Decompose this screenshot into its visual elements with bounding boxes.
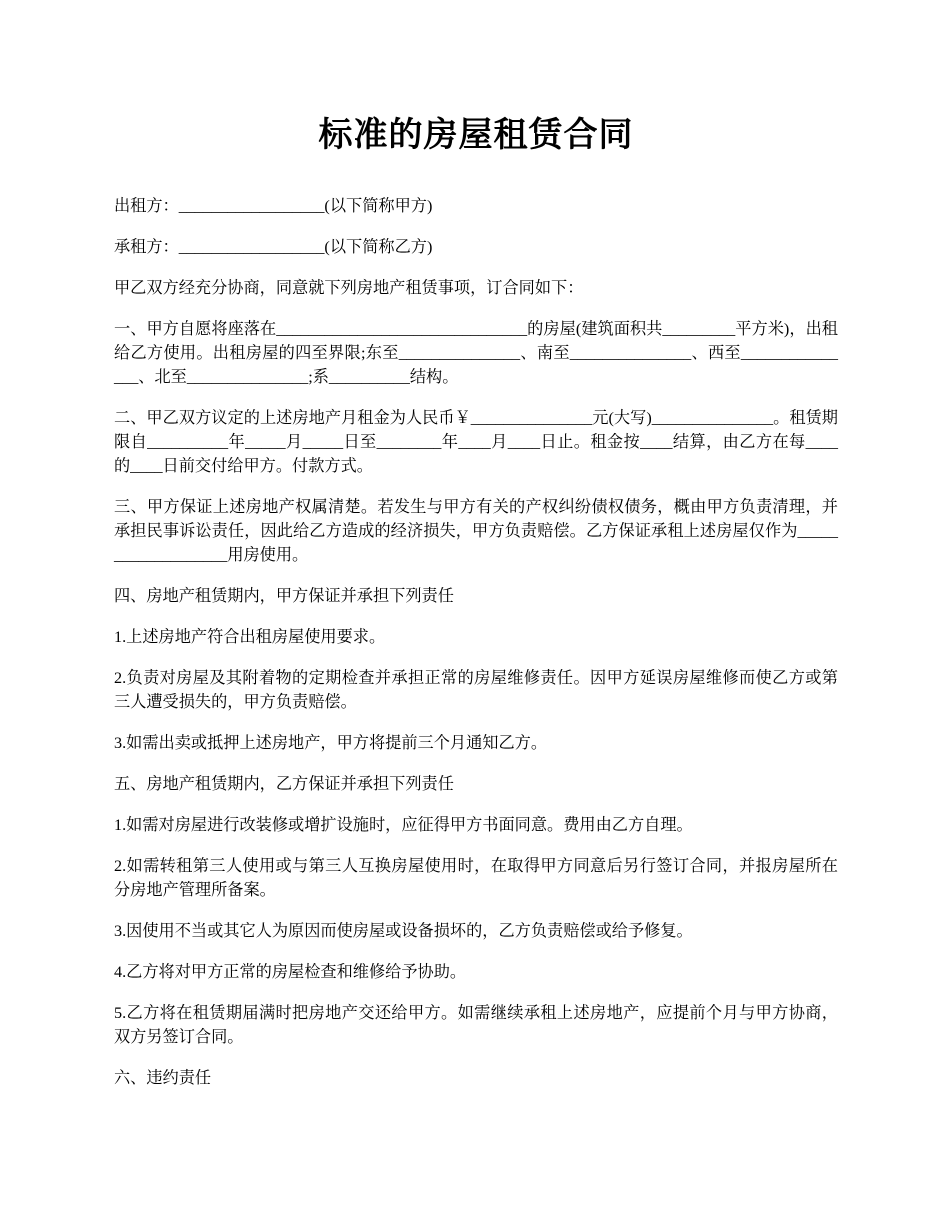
document-title: 标准的房屋租赁合同 — [318, 117, 634, 154]
document-page — [114, 112, 838, 1107]
clause-5-item-2: 2.如需转租第三人使用或与第三人互换房屋使用时，在取得甲方同意后另行签订合同，并报房屋所在分房地产管理所备案。 — [114, 857, 838, 899]
lessor-line: 出租方：__________________(以下简称甲方) — [114, 197, 433, 215]
clause-5-item-3: 3.因使用不当或其它人为原因而使房屋或设备损坏的，乙方负责赔偿或给予修复。 — [114, 922, 693, 940]
clause-5-heading: 五、房地产租赁期内，乙方保证并承担下列责任 — [114, 775, 454, 793]
intro-paragraph: 甲乙双方经充分协商，同意就下列房地产租赁事项，订合同如下： — [114, 279, 584, 297]
clause-2: 二、甲乙双方议定的上述房地产月租金为人民币￥_______________元(大写)_______________。租赁期限自__________年_____月_____日至________年____月____日止。租金按____结算，由乙方在每____的____日前交付给甲方。付款方式。 — [114, 409, 838, 475]
clause-4-item-1: 1.上述房地产符合出租房屋使用要求。 — [114, 628, 386, 646]
clause-1: 一、甲方自愿将座落在_______________________________的房屋(建筑面积共_________平方米)，出租给乙方使用。出租房屋的四至界限;东至_______________、南至_______________、西至_______________、北至_______________;系__________结构。 — [114, 320, 838, 386]
clause-4-item-2: 2.负责对房屋及其附着物的定期检查并承担正常的房屋维修责任。因甲方延误房屋维修而使乙方或第三人遭受损失的，甲方负责赔偿。 — [114, 669, 838, 711]
clause-4-heading: 四、房地产租赁期内，甲方保证并承担下列责任 — [114, 587, 454, 605]
clause-5-item-1: 1.如需对房屋进行改装修或增扩设施时，应征得甲方书面同意。费用由乙方自理。 — [114, 816, 693, 834]
lessee-line: 承租方：__________________(以下简称乙方) — [114, 238, 433, 256]
clause-4-item-3: 3.如需出卖或抵押上述房地产，甲方将提前三个月通知乙方。 — [114, 734, 548, 752]
clause-5-item-5: 5.乙方将在租赁期届满时把房地产交还给甲方。如需继续承租上述房地产，应提前个月与甲方协商，双方另签订合同。 — [114, 1004, 838, 1046]
clause-3: 三、甲方保证上述房地产权属清楚。若发生与甲方有关的产权纠纷债权债务，概由甲方负责清理，并承担民事诉讼责任，因此给乙方造成的经济损失，甲方负责赔偿。乙方保证承租上述房屋仅作为___________________用房使用。 — [114, 498, 838, 564]
clause-5-item-4: 4.乙方将对甲方正常的房屋检查和维修给予协助。 — [114, 963, 467, 981]
clause-6-heading: 六、违约责任 — [114, 1069, 212, 1087]
